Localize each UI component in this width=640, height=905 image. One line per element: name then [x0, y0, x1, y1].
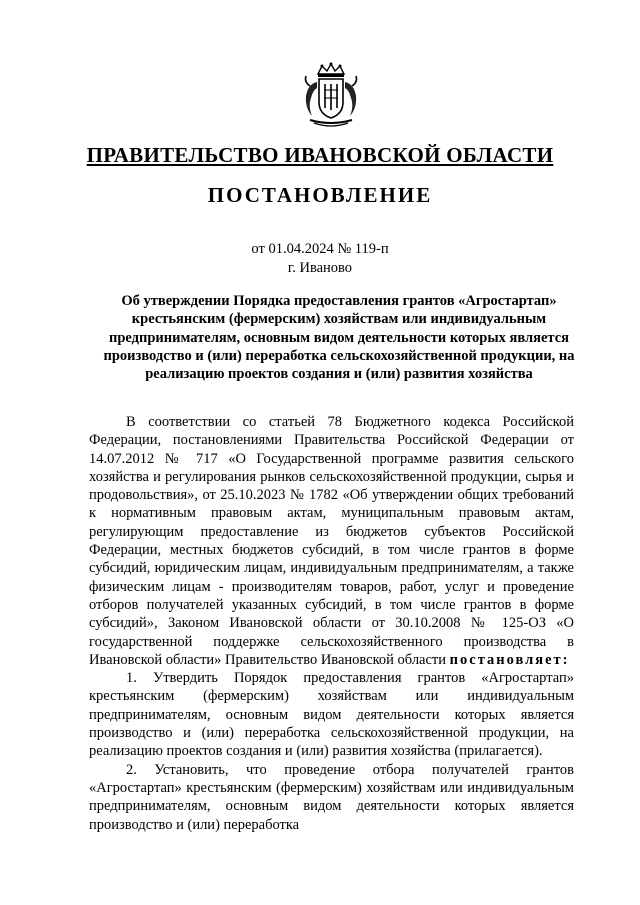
preamble-paragraph: [89, 413, 574, 669]
document-city: г. Иваново: [287, 260, 353, 276]
document-type: ПОСТАНОВЛЕНИЕ: [207, 183, 433, 207]
document-date-number: от 01.04.2024 № 119-п: [251, 241, 389, 257]
item-1-paragraph: 1. Утвердить Порядок предоставления грантов «Агростартап» крестьянским (фермерским) хозяйствам или индивидуальным предпринимателям, основным видом деятельности которых является производство и (или) переработка сельскохозяйственной продукции, на реализацию проектов создания и (или) развития хозяйства (прилагается).: [89, 670, 574, 760]
coat-of-arms-icon: [296, 60, 366, 130]
document-subject: Об утверждении Порядка предоставления грантов «Агростартап» крестьянским (фермерским) хозяйствам или индивидуальным предпринимателям, основным видом деятельности которых является производство и (или) переработка сельскохозяйственной продукции, на реализацию проектов создания и (или) развития хозяйства: [103, 293, 575, 383]
preamble-text: В соответствии со статьей 78 Бюджетного кодекса Российской Федерации, постановлениями Правительства Российской Федерации от 14.07.2012 № 717 «О Государственной программе развития сельского хозяйства и регулирования рынков сельскохозяйственной продукции, сырья и продовольствия», от 25.10.2023 № 1782 «Об утверждении общих требований к нормативным правовым актам, муниципальным правовым актам, регулирующим предоставление из бюджетов субъектов Российской Федерации, местных бюджетов субсидий, в том числе грантов в форме субсидий, юридическим лицам, индивидуальным предпринимателям, а также физическим лицам - производителям товаров, работ, услуг и проведение отборов получателей указанных субсидий, в том числе грантов в форме субсидий», Законом Ивановской области от 30.10.2008 № 125-ОЗ «О государственной поддержке сельскохозяйственного производства в Ивановской области» Правительство Ивановской области: [89, 414, 574, 668]
document-body: [89, 413, 574, 834]
government-title: ПРАВИТЕЛЬСТВО ИВАНОВСКОЙ ОБЛАСТИ: [86, 143, 554, 167]
document-meta: [0, 240, 640, 278]
resolution-word: постановляет:: [449, 651, 570, 668]
item-2-paragraph: 2. Установить, что проведение отбора получателей грантов «Агростартап» крестьянским (фермерским) хозяйствам или индивидуальным предпринимателям, основным видом деятельности которых является производство и (или) переработка: [89, 761, 574, 833]
